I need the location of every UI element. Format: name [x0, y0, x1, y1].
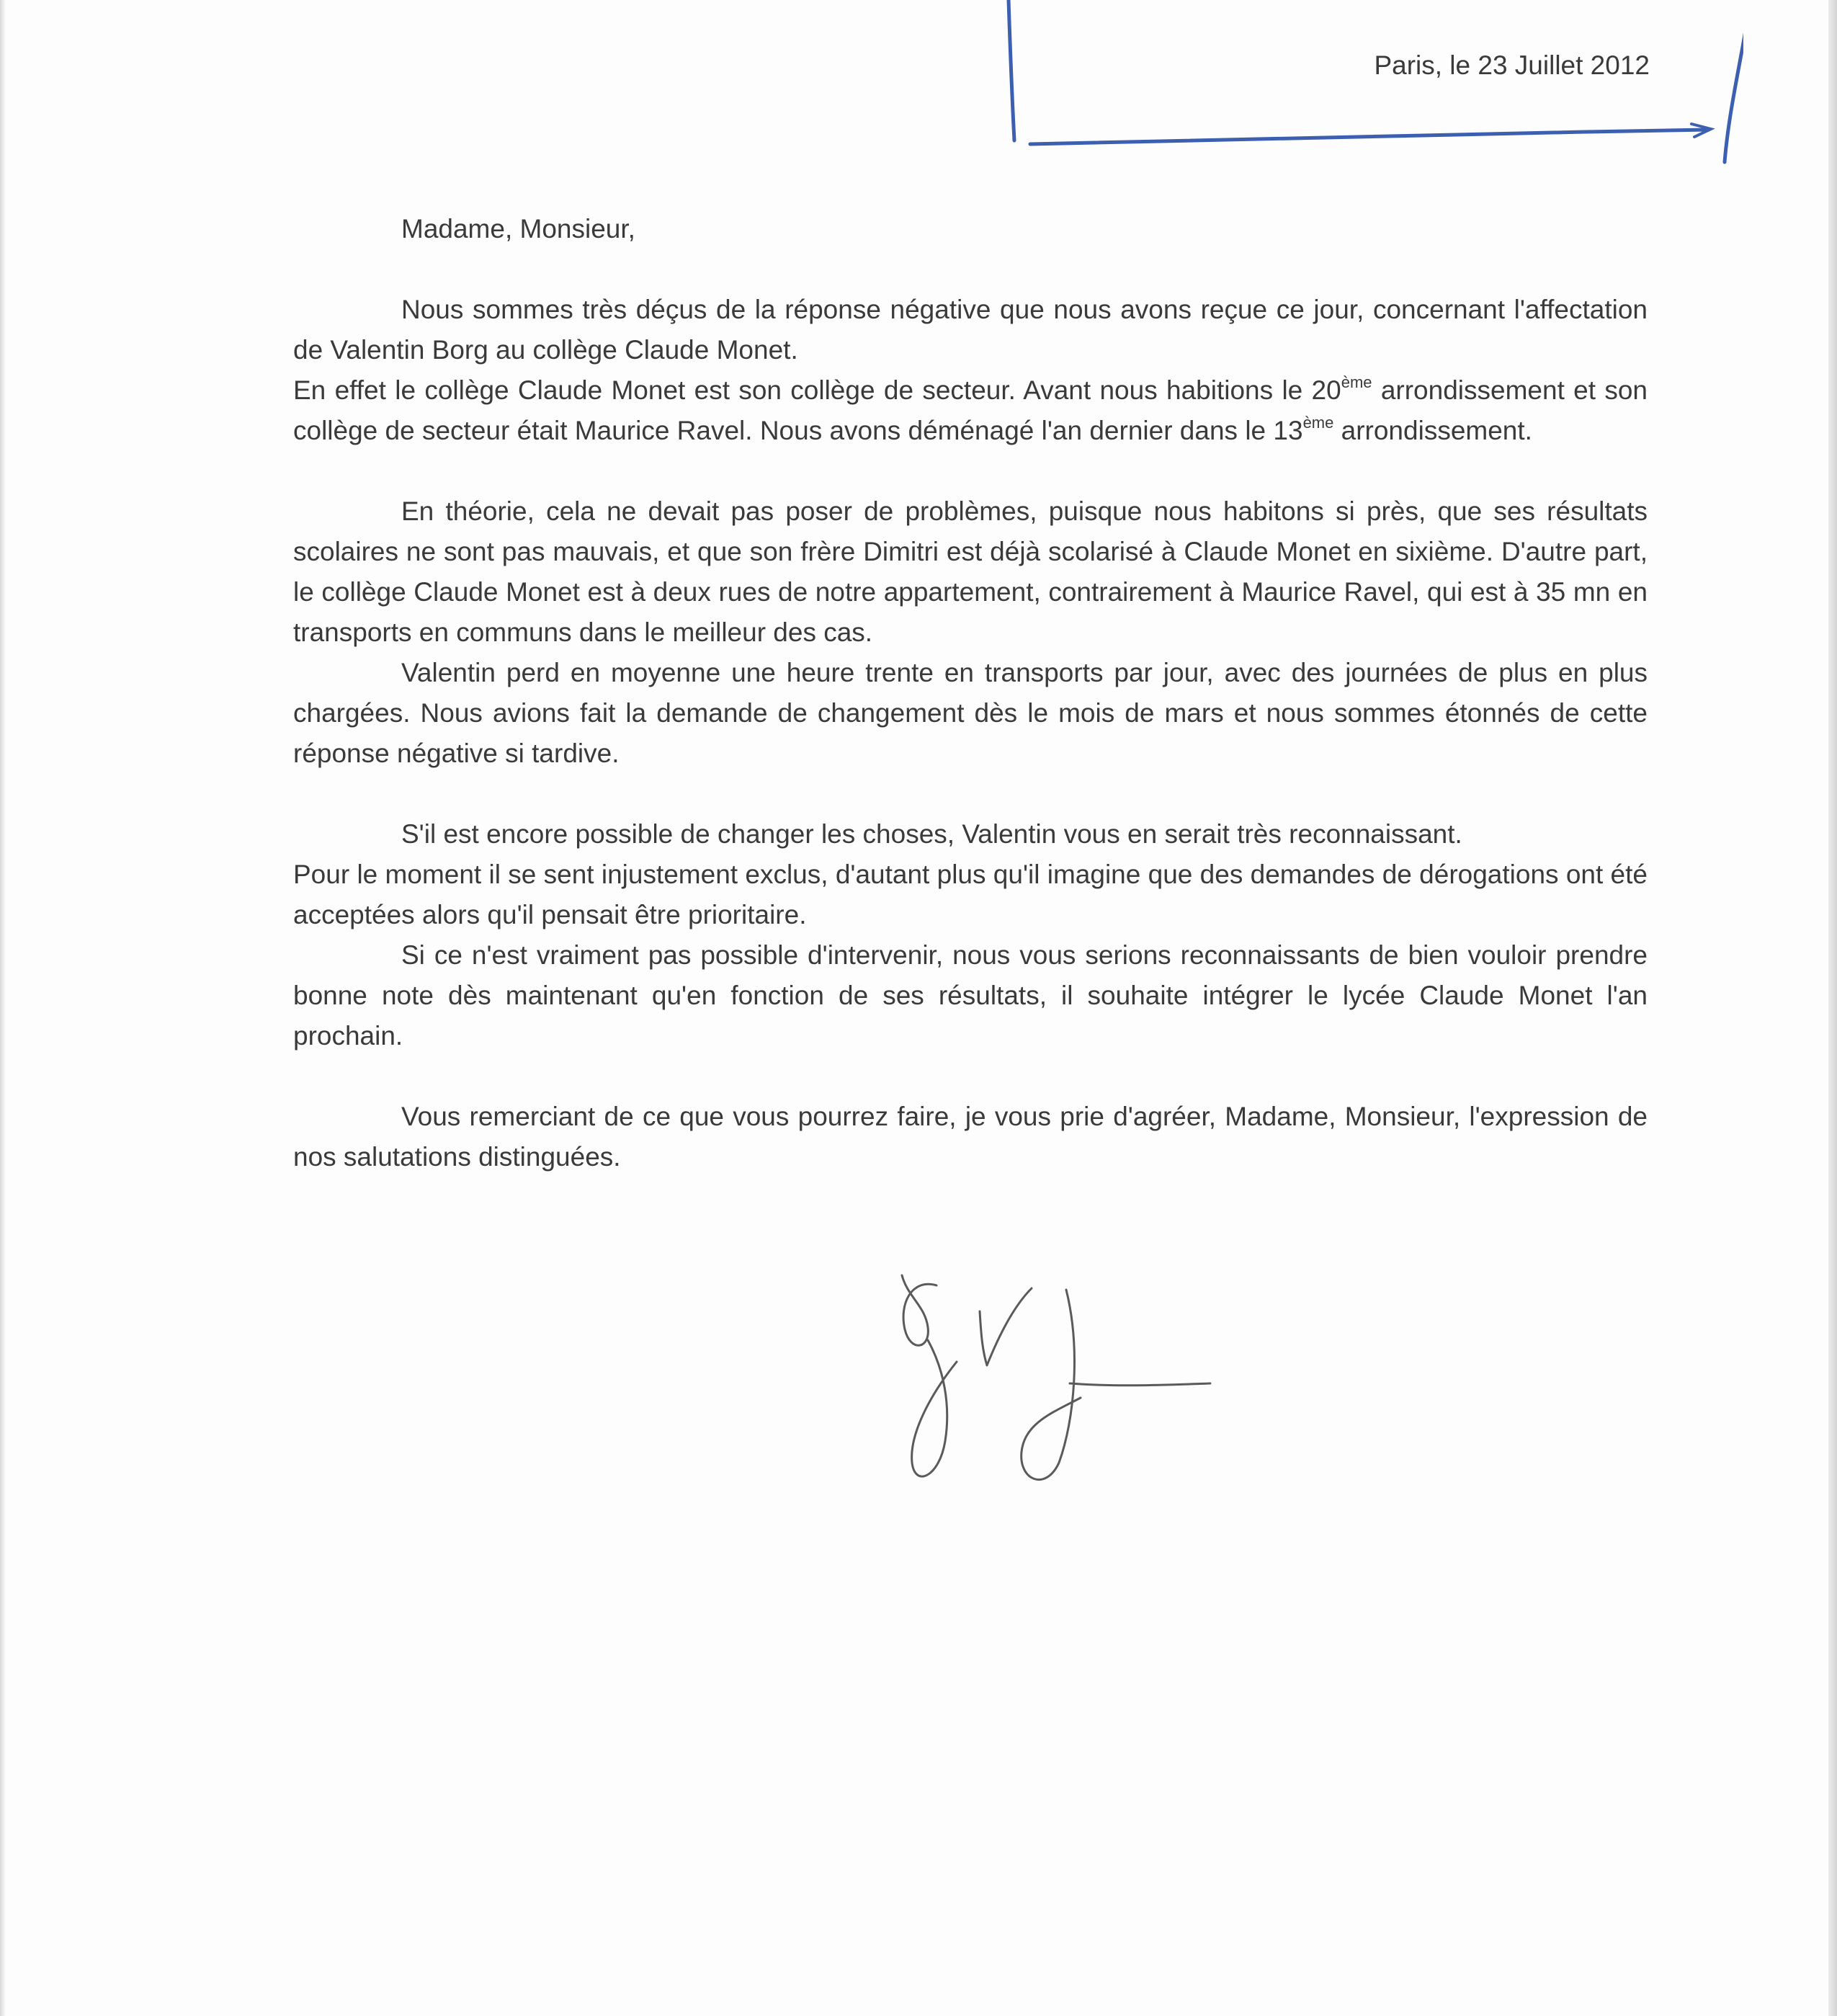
- paragraph-2-part-b: arrondissement et son collège de secteur était Maurice Ravel. Nous avons déménagé l'an dernier dans le 13: [293, 375, 1648, 445]
- paragraph-7: Si ce n'est vraiment pas possible d'intervenir, nous vous serions reconnaissants de bien vouloir prendre bonne note dès maintenant qu'en fonction de ses résultats, il souhaite intégrer le lycée Claude Monet l'an prochain.: [293, 940, 1648, 1051]
- paragraph-5: S'il est encore possible de changer les choses, Valentin vous en serait très reconnaissant.: [401, 819, 1462, 849]
- salutation: Madame, Monsieur,: [401, 214, 635, 244]
- paragraph-4: Valentin perd en moyenne une heure trente en transports par jour, avec des journées de plus en plus chargées. Nous avions fait la demande de changement dès le mois de mars et nous sommes étonnés de cette réponse négative si tardive.: [293, 658, 1648, 768]
- paragraph-1: Nous sommes très déçus de la réponse négative que nous avons reçue ce jour, concernant l'affectation de Valentin Borg au collège Claude Monet.: [293, 295, 1648, 365]
- paragraph-6: Pour le moment il se sent injustement exclus, d'autant plus qu'il imagine que des demandes de dérogations ont été acceptées alors qu'il pensait être prioritaire.: [293, 860, 1648, 929]
- letter-date: Paris, le 23 Juillet 2012: [1374, 50, 1650, 80]
- paragraph-2-part-a: En effet le collège Claude Monet est son collège de secteur. Avant nous habitions le 20: [293, 375, 1341, 405]
- closing-paragraph: Vous remerciant de ce que vous pourrez faire, je vous prie d'agréer, Madame, Monsieur, l'expression de nos salutations distinguées.: [293, 1102, 1648, 1172]
- scan-left-edge: [0, 0, 6, 2016]
- superscript-eme-1: ème: [1341, 373, 1372, 391]
- letter-body: [293, 209, 1648, 1177]
- handwritten-signature: [886, 1268, 1225, 1499]
- scan-right-edge: [1828, 0, 1837, 2016]
- paragraph-2: [293, 370, 1648, 451]
- paragraph-2-part-c: arrondissement.: [1333, 416, 1532, 445]
- superscript-eme-2: ème: [1302, 414, 1334, 432]
- blue-pen-box: [1001, 0, 1743, 173]
- paragraph-3: En théorie, cela ne devait pas poser de problèmes, puisque nous habitons si près, que ses résultats scolaires ne sont pas mauvais, et que son frère Dimitri est déjà scolarisé à Claude Monet en sixième. D'autre part, le collège Claude Monet est à deux rues de notre appartement, contrairement à Maurice Ravel, qui est à 35 mn en transports en communs dans le meilleur des cas.: [293, 496, 1648, 647]
